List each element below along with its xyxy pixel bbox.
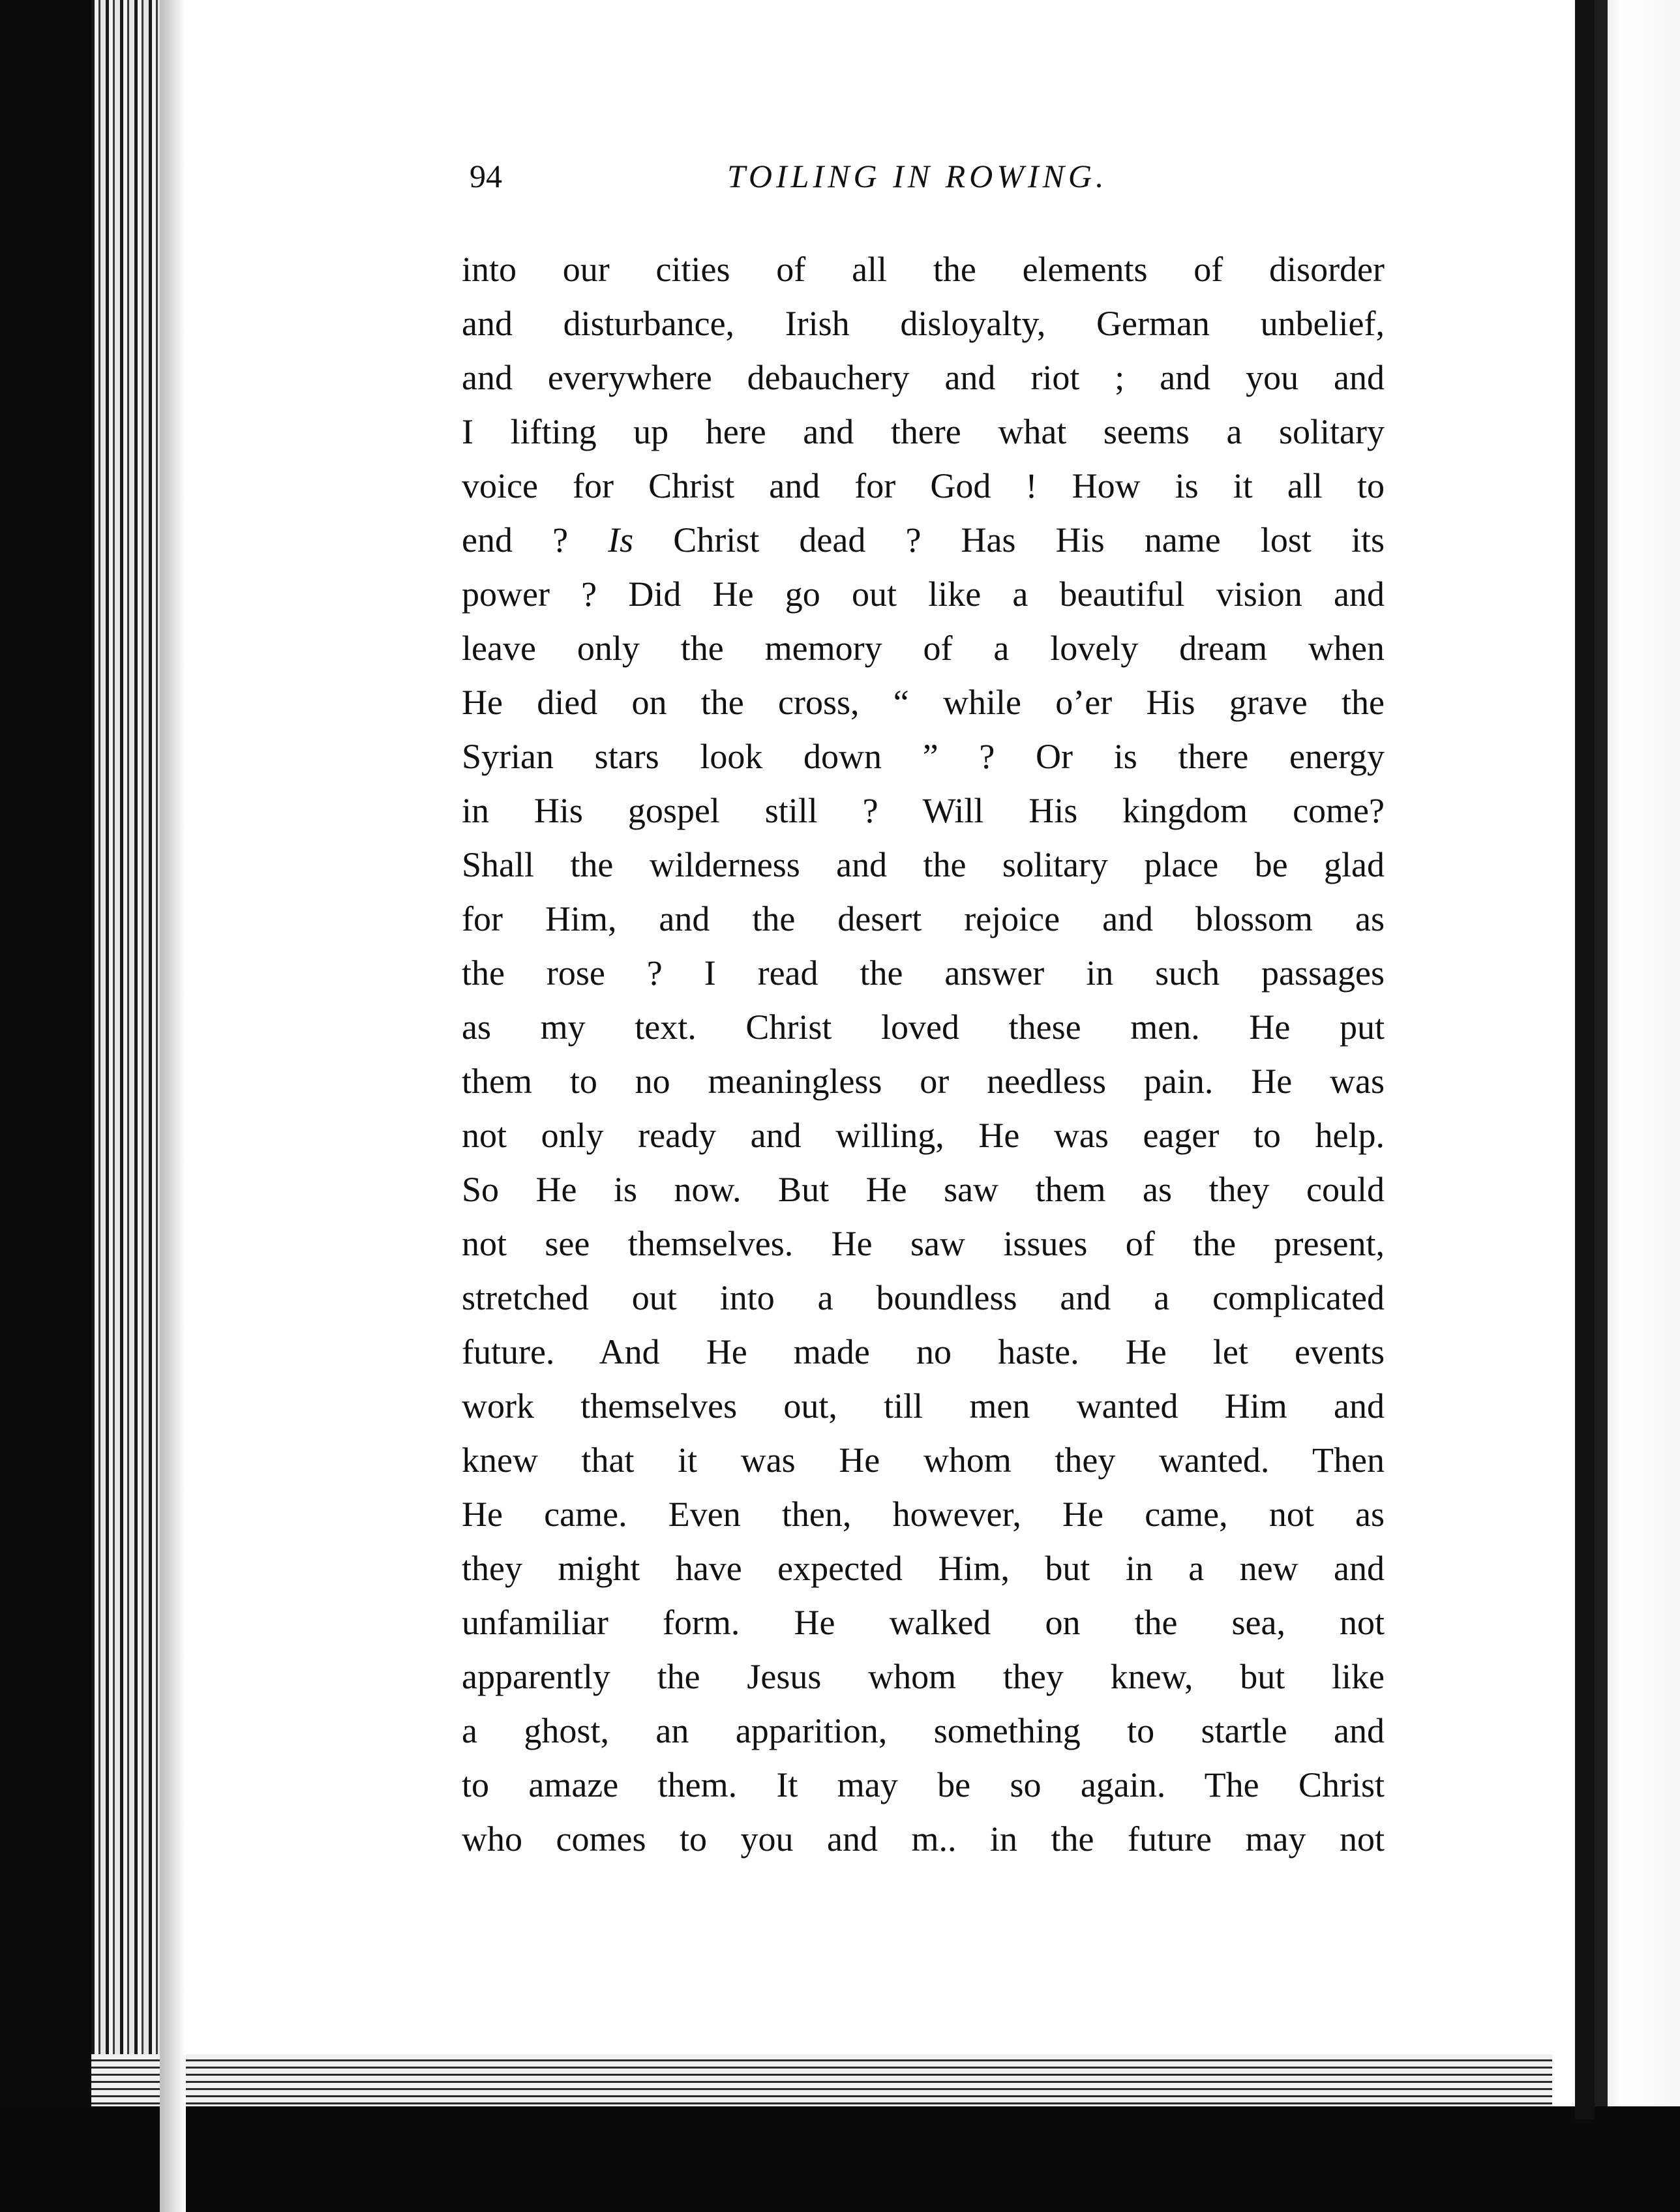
running-header <box>470 157 1383 209</box>
text-line: for Him, and the desert rejoice and blossom as <box>462 899 1385 938</box>
text-line: He died on the cross, “ while o’er His grave the <box>462 683 1385 722</box>
bottom-page-edges <box>91 2054 1552 2106</box>
text-line: leave only the memory of a lovely dream when <box>462 629 1385 668</box>
page-edge-shadow <box>160 0 186 2212</box>
text-line: and everywhere debauchery and riot ; and you and <box>462 358 1385 397</box>
text-line: not only ready and willing, He was eager to help. <box>462 1116 1385 1155</box>
stacked-page-edges <box>91 0 163 2212</box>
text-line: into our cities of all the elements of disorder <box>462 250 1385 289</box>
text-line: unfamiliar form. He walked on the sea, not <box>462 1603 1385 1642</box>
text-line: end ? Is Christ dead ? Has His name lost its <box>462 520 1385 560</box>
text-line: work themselves out, till men wanted Him and <box>462 1386 1385 1426</box>
text-line: He came. Even then, however, He came, not as <box>462 1495 1385 1534</box>
text-line: knew that it was He whom they wanted. Then <box>462 1441 1385 1480</box>
text-line: Syrian stars look down ” ? Or is there energy <box>462 737 1385 776</box>
text-line: not see themselves. He saw issues of the present, <box>462 1224 1385 1263</box>
text-line: apparently the Jesus whom they knew, but like <box>462 1657 1385 1696</box>
text-line: them to no meaningless or needless pain. He was <box>462 1062 1385 1101</box>
text-line: a ghost, an apparition, something to startle and <box>462 1711 1385 1750</box>
emphasis: Is <box>608 520 634 560</box>
text-line: stretched out into a boundless and a complicated <box>462 1278 1385 1317</box>
body-text <box>462 243 1385 1866</box>
facing-page-shadow <box>1595 0 1608 2106</box>
running-title: TOILING IN ROWING. <box>727 158 1108 194</box>
text-line: future. And He made no haste. He let events <box>462 1332 1385 1371</box>
text-line: Shall the wilderness and the solitary place be glad <box>462 845 1385 884</box>
text-line: power ? Did He go out like a beautiful vision and <box>462 575 1385 614</box>
binding-gutter <box>1575 0 1595 2119</box>
text-line: they might have expected Him, but in a new and <box>462 1549 1385 1588</box>
text-line: I lifting up here and there what seems a solitary <box>462 412 1385 451</box>
text-line: who comes to you and m.. in the future may not <box>462 1819 1385 1859</box>
text-line: the rose ? I read the answer in such passages <box>462 953 1385 993</box>
text-line: to amaze them. It may be so again. The Christ <box>462 1765 1385 1804</box>
text-line: as my text. Christ loved these men. He put <box>462 1008 1385 1047</box>
text-line: and disturbance, Irish disloyalty, German unbelief, <box>462 304 1385 343</box>
scanner-background-bottom <box>0 2106 1680 2212</box>
text-line: voice for Christ and for God ! How is it all to <box>462 466 1385 505</box>
text-line: So He is now. But He saw them as they could <box>462 1170 1385 1209</box>
page-number: 94 <box>470 158 502 194</box>
text-line: in His gospel still ? Will His kingdom come? <box>462 791 1385 830</box>
scanner-background-left <box>0 0 98 2212</box>
